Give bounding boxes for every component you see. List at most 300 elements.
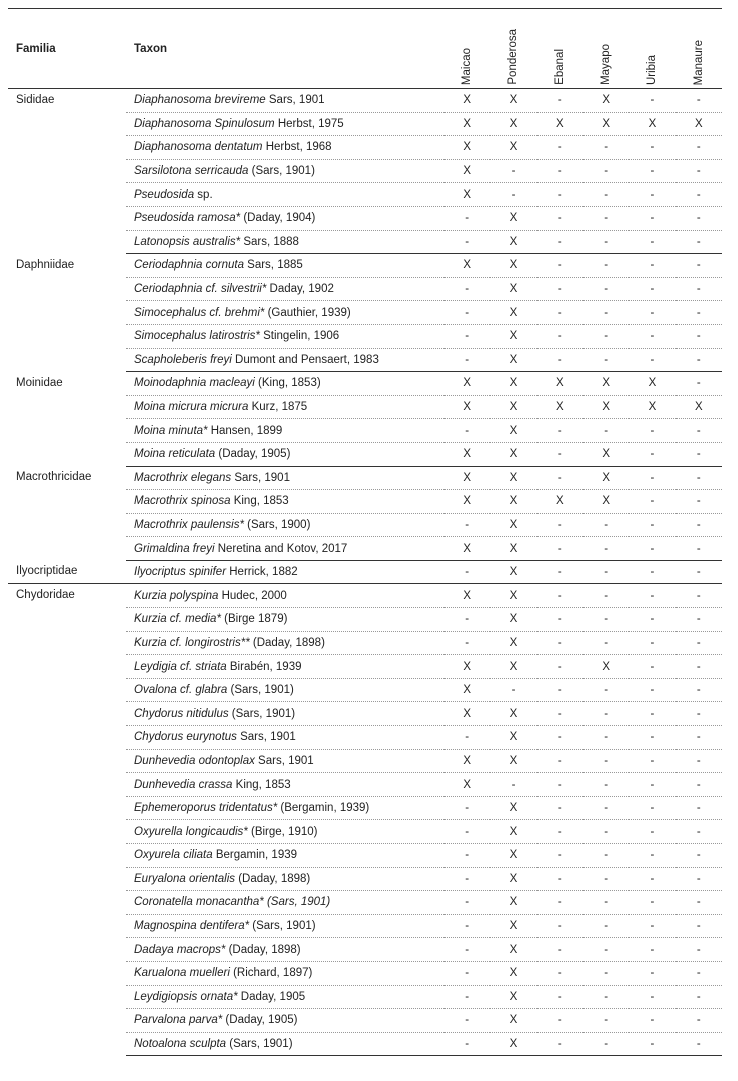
taxon-cell xyxy=(126,584,444,608)
species-name: Diaphanosoma dentatum xyxy=(134,141,263,154)
taxon-cell xyxy=(126,395,444,419)
presence-mark: - xyxy=(537,159,583,183)
presence-mark: - xyxy=(444,844,490,868)
species-authority: Daday, 1905 xyxy=(237,990,306,1003)
presence-mark: - xyxy=(583,277,629,301)
taxon-cell xyxy=(126,867,444,891)
presence-mark: - xyxy=(444,820,490,844)
presence-mark: - xyxy=(629,560,675,584)
species-authority: Sars, 1901 xyxy=(231,471,290,484)
species-authority: Stingelin, 1906 xyxy=(259,330,340,343)
presence-mark: - xyxy=(629,702,675,726)
presence-mark: X xyxy=(444,537,490,561)
presence-mark: - xyxy=(444,726,490,750)
presence-mark: X xyxy=(444,490,490,514)
presence-mark: - xyxy=(676,419,722,443)
species-authority: (Richard, 1897) xyxy=(229,967,313,980)
presence-mark: - xyxy=(537,631,583,655)
species-authority: (Gauthier, 1939) xyxy=(264,306,351,319)
presence-mark: - xyxy=(583,324,629,348)
presence-mark: - xyxy=(583,678,629,702)
presence-mark: X xyxy=(537,490,583,514)
presence-mark: - xyxy=(537,773,583,797)
species-name: Scapholeberis freyi xyxy=(134,353,232,366)
taxon-cell xyxy=(126,89,444,113)
presence-mark: - xyxy=(444,985,490,1009)
presence-mark: - xyxy=(583,1009,629,1033)
presence-mark: - xyxy=(676,726,722,750)
species-authority: Kurz, 1875 xyxy=(248,401,308,414)
presence-mark: - xyxy=(676,796,722,820)
presence-mark: - xyxy=(676,206,722,230)
presence-mark: X xyxy=(490,301,536,325)
presence-mark: - xyxy=(537,1032,583,1056)
presence-mark: - xyxy=(629,867,675,891)
species-authority: (Sars, 1901) xyxy=(228,707,296,720)
presence-mark: - xyxy=(537,183,583,207)
presence-mark: - xyxy=(676,442,722,466)
presence-mark: - xyxy=(676,867,722,891)
species-authority: (Bergamin, 1939) xyxy=(277,802,370,815)
presence-mark: - xyxy=(676,490,722,514)
presence-mark: X xyxy=(490,112,536,136)
presence-mark: X xyxy=(490,136,536,160)
presence-mark: X xyxy=(444,395,490,419)
taxon-cell xyxy=(126,891,444,915)
presence-mark: - xyxy=(444,961,490,985)
presence-mark: X xyxy=(444,159,490,183)
presence-mark: X xyxy=(583,442,629,466)
presence-mark: - xyxy=(583,1032,629,1056)
presence-mark: - xyxy=(629,490,675,514)
presence-mark: - xyxy=(583,537,629,561)
taxon-cell xyxy=(126,773,444,797)
presence-mark: X xyxy=(490,985,536,1009)
presence-mark: - xyxy=(676,136,722,160)
presence-mark: - xyxy=(537,206,583,230)
presence-mark: - xyxy=(537,324,583,348)
presence-mark: - xyxy=(629,584,675,608)
taxon-cell xyxy=(126,348,444,372)
table-row xyxy=(8,466,722,490)
species-name: Macrothrix elegans xyxy=(134,471,232,484)
presence-mark: - xyxy=(444,206,490,230)
presence-mark: - xyxy=(629,230,675,254)
presence-mark: - xyxy=(583,961,629,985)
presence-mark: - xyxy=(537,442,583,466)
presence-mark: X xyxy=(490,254,536,278)
presence-mark: - xyxy=(444,891,490,915)
presence-mark: X xyxy=(490,324,536,348)
species-name: Simocephalus cf. brehmi* xyxy=(134,306,265,319)
presence-mark: X xyxy=(490,702,536,726)
taxon-cell xyxy=(126,985,444,1009)
presence-mark: - xyxy=(537,608,583,632)
table-row xyxy=(8,584,722,608)
presence-mark: - xyxy=(490,183,536,207)
presence-mark: - xyxy=(444,1032,490,1056)
presence-mark: - xyxy=(537,584,583,608)
presence-mark: - xyxy=(537,277,583,301)
presence-mark: - xyxy=(676,985,722,1009)
presence-mark: - xyxy=(583,254,629,278)
presence-mark: X xyxy=(490,961,536,985)
presence-mark: - xyxy=(676,277,722,301)
species-name: Moinodaphnia macleayi xyxy=(134,377,255,390)
presence-mark: X xyxy=(444,466,490,490)
presence-mark: - xyxy=(537,537,583,561)
presence-mark: - xyxy=(676,372,722,396)
species-name: Euryalona orientalis xyxy=(134,872,236,885)
presence-mark: - xyxy=(537,230,583,254)
taxon-cell xyxy=(126,678,444,702)
species-authority: Herrick, 1882 xyxy=(226,566,298,579)
presence-mark: - xyxy=(537,348,583,372)
presence-mark: - xyxy=(676,183,722,207)
presence-mark: - xyxy=(629,655,675,679)
taxon-cell xyxy=(126,254,444,278)
taxon-cell xyxy=(126,230,444,254)
presence-mark: - xyxy=(537,560,583,584)
presence-mark: - xyxy=(629,466,675,490)
presence-mark: - xyxy=(537,678,583,702)
species-authority: (Daday, 1905) xyxy=(222,1014,298,1027)
presence-mark: - xyxy=(629,773,675,797)
presence-mark: X xyxy=(676,112,722,136)
presence-mark: - xyxy=(583,206,629,230)
presence-mark: - xyxy=(676,891,722,915)
presence-mark: - xyxy=(583,773,629,797)
presence-mark: - xyxy=(490,773,536,797)
presence-mark: - xyxy=(629,938,675,962)
presence-mark: - xyxy=(676,324,722,348)
presence-mark: X xyxy=(583,372,629,396)
presence-mark: - xyxy=(444,230,490,254)
taxon-cell xyxy=(126,938,444,962)
species-authority: (King, 1853) xyxy=(254,377,321,390)
presence-mark: - xyxy=(583,513,629,537)
presence-mark: X xyxy=(490,655,536,679)
species-name: Ephemeroporus tridentatus* xyxy=(134,802,278,815)
header-site-manaure xyxy=(676,9,722,89)
presence-mark: - xyxy=(583,938,629,962)
species-authority: (Sars, 1901) xyxy=(249,920,316,933)
species-name: Ceriodaphnia cf. silvestrii* xyxy=(134,283,267,296)
presence-mark: X xyxy=(444,89,490,113)
species-name: Moina minuta* xyxy=(134,424,208,437)
species-table-container xyxy=(8,8,722,1056)
presence-mark: - xyxy=(537,820,583,844)
presence-mark: X xyxy=(444,372,490,396)
presence-mark: - xyxy=(629,89,675,113)
species-authority: (Daday, 1905) xyxy=(215,448,291,461)
species-authority: (Birge, 1910) xyxy=(247,825,318,838)
species-authority: Bergamin, 1939 xyxy=(212,849,298,862)
presence-mark: - xyxy=(444,608,490,632)
presence-mark: X xyxy=(490,466,536,490)
presence-mark: X xyxy=(490,537,536,561)
presence-mark: X xyxy=(583,395,629,419)
taxon-cell xyxy=(126,301,444,325)
presence-mark: - xyxy=(583,985,629,1009)
presence-mark: X xyxy=(444,112,490,136)
presence-mark: - xyxy=(537,867,583,891)
presence-mark: - xyxy=(629,1032,675,1056)
presence-mark: - xyxy=(537,254,583,278)
species-name: Moina micrura micrura xyxy=(134,401,249,414)
presence-mark: - xyxy=(537,702,583,726)
taxon-cell xyxy=(126,560,444,584)
presence-mark: - xyxy=(676,1009,722,1033)
presence-mark: - xyxy=(676,938,722,962)
species-authority: sp. xyxy=(194,188,213,201)
presence-mark: - xyxy=(676,301,722,325)
species-name: Kurzia polyspina xyxy=(134,589,219,602)
species-name: Chydorus nitidulus xyxy=(134,707,229,720)
presence-mark: - xyxy=(676,560,722,584)
presence-mark: - xyxy=(490,159,536,183)
presence-mark: - xyxy=(444,1009,490,1033)
site-label: Maicao xyxy=(461,47,474,85)
species-authority: Neretina and Kotov, 2017 xyxy=(214,542,348,555)
species-name: Magnospina dentifera* xyxy=(134,920,250,933)
presence-mark: X xyxy=(490,348,536,372)
taxon-cell xyxy=(126,820,444,844)
presence-mark: - xyxy=(583,159,629,183)
header-site-maicao xyxy=(444,9,490,89)
species-authority: Sars, 1888 xyxy=(240,235,299,248)
presence-mark: - xyxy=(537,961,583,985)
presence-mark: - xyxy=(629,796,675,820)
presence-mark: - xyxy=(444,560,490,584)
presence-mark: - xyxy=(583,419,629,443)
presence-mark: X xyxy=(583,89,629,113)
table-row xyxy=(8,372,722,396)
species-authority: (Sars, 1901) xyxy=(226,1038,293,1051)
presence-mark: - xyxy=(583,844,629,868)
species-authority: Hudec, 2000 xyxy=(218,589,287,602)
presence-mark: X xyxy=(490,820,536,844)
presence-mark: - xyxy=(629,348,675,372)
presence-mark: - xyxy=(583,136,629,160)
species-name: Pseudosida xyxy=(134,188,195,201)
presence-mark: - xyxy=(537,136,583,160)
presence-mark: - xyxy=(676,1032,722,1056)
presence-mark: - xyxy=(583,183,629,207)
presence-mark: X xyxy=(490,796,536,820)
presence-mark: - xyxy=(583,631,629,655)
species-authority: King, 1853 xyxy=(232,778,291,791)
presence-mark: - xyxy=(676,537,722,561)
presence-mark: - xyxy=(629,961,675,985)
presence-mark: X xyxy=(490,230,536,254)
species-authority: Hansen, 1899 xyxy=(207,424,283,437)
presence-mark: - xyxy=(629,159,675,183)
presence-mark: - xyxy=(629,678,675,702)
presence-mark: - xyxy=(629,631,675,655)
species-authority: Sars, 1901 xyxy=(265,94,325,107)
presence-mark: - xyxy=(629,442,675,466)
taxon-cell xyxy=(126,796,444,820)
taxon-cell xyxy=(126,112,444,136)
taxon-cell xyxy=(126,466,444,490)
taxon-cell xyxy=(126,442,444,466)
taxon-cell xyxy=(126,961,444,985)
presence-mark: - xyxy=(583,796,629,820)
presence-mark: - xyxy=(444,796,490,820)
taxon-cell xyxy=(126,372,444,396)
presence-mark: X xyxy=(490,372,536,396)
taxon-cell xyxy=(126,631,444,655)
presence-mark: - xyxy=(676,749,722,773)
presence-mark: X xyxy=(629,372,675,396)
presence-mark: X xyxy=(490,631,536,655)
presence-mark: X xyxy=(490,277,536,301)
taxon-cell xyxy=(126,608,444,632)
species-authority: King, 1853 xyxy=(230,495,289,508)
presence-mark: - xyxy=(444,277,490,301)
site-label: Ponderosa xyxy=(507,29,520,85)
presence-mark: - xyxy=(629,277,675,301)
presence-mark: - xyxy=(629,1009,675,1033)
presence-mark: X xyxy=(490,1032,536,1056)
presence-mark: - xyxy=(537,655,583,679)
presence-mark: X xyxy=(583,466,629,490)
presence-mark: X xyxy=(537,395,583,419)
species-name: Kurzia cf. longirostris** xyxy=(134,636,250,649)
presence-mark: - xyxy=(676,655,722,679)
presence-mark: X xyxy=(444,702,490,726)
presence-mark: X xyxy=(444,773,490,797)
presence-mark: - xyxy=(676,678,722,702)
taxon-cell xyxy=(126,513,444,537)
presence-mark: - xyxy=(537,891,583,915)
presence-mark: X xyxy=(490,206,536,230)
presence-mark: X xyxy=(583,112,629,136)
presence-mark: - xyxy=(583,914,629,938)
species-authority: Herbst, 1968 xyxy=(262,141,332,154)
taxon-cell xyxy=(126,537,444,561)
presence-mark: X xyxy=(629,112,675,136)
table-row xyxy=(8,560,722,584)
presence-mark: - xyxy=(444,867,490,891)
presence-mark: - xyxy=(629,985,675,1009)
species-name: Leydigiopsis ornata* xyxy=(134,990,238,1003)
species-authority: Herbst, 1975 xyxy=(274,117,344,130)
presence-mark: - xyxy=(490,678,536,702)
presence-mark: - xyxy=(629,254,675,278)
presence-mark: - xyxy=(676,513,722,537)
taxon-cell xyxy=(126,490,444,514)
header-familia: Familia xyxy=(8,9,126,89)
presence-mark: X xyxy=(490,608,536,632)
species-name: Chydorus eurynotus xyxy=(134,731,237,744)
taxon-cell xyxy=(126,749,444,773)
taxon-cell xyxy=(126,324,444,348)
presence-mark: X xyxy=(537,112,583,136)
species-name: Parvalona parva* xyxy=(134,1014,223,1027)
presence-mark: - xyxy=(629,844,675,868)
presence-mark: X xyxy=(444,678,490,702)
presence-mark: - xyxy=(676,820,722,844)
family-name: Macrothricidae xyxy=(16,471,92,483)
presence-mark: X xyxy=(490,749,536,773)
presence-mark: - xyxy=(537,466,583,490)
presence-mark: X xyxy=(444,136,490,160)
presence-mark: - xyxy=(444,631,490,655)
table-row xyxy=(8,254,722,278)
species-authority: Sars, 1885 xyxy=(243,259,303,272)
species-occurrence-table xyxy=(8,8,722,1056)
species-name: Oxyurela ciliata xyxy=(134,849,213,862)
presence-mark: - xyxy=(676,584,722,608)
presence-mark: - xyxy=(629,537,675,561)
taxon-cell xyxy=(126,136,444,160)
species-name: Kurzia cf. media* xyxy=(134,613,221,626)
species-name: Coronatella monacantha* (Sars, 1901) xyxy=(134,896,331,909)
family-name: Daphniidae xyxy=(16,258,75,271)
presence-mark: X xyxy=(676,395,722,419)
presence-mark: - xyxy=(444,348,490,372)
presence-mark: - xyxy=(444,301,490,325)
presence-mark: - xyxy=(537,89,583,113)
presence-mark: - xyxy=(629,136,675,160)
presence-mark: X xyxy=(444,183,490,207)
species-name: Pseudosida ramosa* xyxy=(134,212,241,225)
species-authority: Sars, 1901 xyxy=(254,754,314,767)
presence-mark: - xyxy=(676,466,722,490)
presence-mark: - xyxy=(583,230,629,254)
species-authority: (Sars, 1901) xyxy=(227,684,294,697)
presence-mark: - xyxy=(676,89,722,113)
presence-mark: - xyxy=(583,348,629,372)
species-name: Ceriodaphnia cornuta xyxy=(134,259,244,272)
presence-mark: X xyxy=(490,584,536,608)
species-authority: (Daday, 1898) xyxy=(249,636,325,649)
presence-mark: X xyxy=(490,560,536,584)
presence-mark: - xyxy=(676,254,722,278)
presence-mark: - xyxy=(537,726,583,750)
presence-mark: - xyxy=(583,726,629,750)
table-header xyxy=(8,9,722,89)
presence-mark: X xyxy=(490,914,536,938)
species-authority: (Birge 1879) xyxy=(220,613,288,626)
presence-mark: X xyxy=(490,891,536,915)
site-label: Mayapo xyxy=(600,44,613,85)
presence-mark: - xyxy=(629,749,675,773)
presence-mark: X xyxy=(537,372,583,396)
taxon-cell xyxy=(126,914,444,938)
presence-mark: X xyxy=(444,749,490,773)
presence-mark: - xyxy=(629,206,675,230)
presence-mark: - xyxy=(444,513,490,537)
species-authority: Dumont and Pensaert, 1983 xyxy=(231,353,379,366)
presence-mark: X xyxy=(444,442,490,466)
species-name: Notoalona sculpta xyxy=(134,1038,227,1051)
presence-mark: X xyxy=(490,395,536,419)
species-name: Moina reticulata xyxy=(134,448,216,461)
species-authority: (Sars, 1901) xyxy=(248,165,315,178)
presence-mark: - xyxy=(537,419,583,443)
presence-mark: - xyxy=(676,608,722,632)
presence-mark: X xyxy=(490,442,536,466)
presence-mark: - xyxy=(676,348,722,372)
presence-mark: - xyxy=(629,820,675,844)
presence-mark: - xyxy=(629,301,675,325)
presence-mark: - xyxy=(629,914,675,938)
presence-mark: - xyxy=(629,608,675,632)
presence-mark: X xyxy=(629,395,675,419)
